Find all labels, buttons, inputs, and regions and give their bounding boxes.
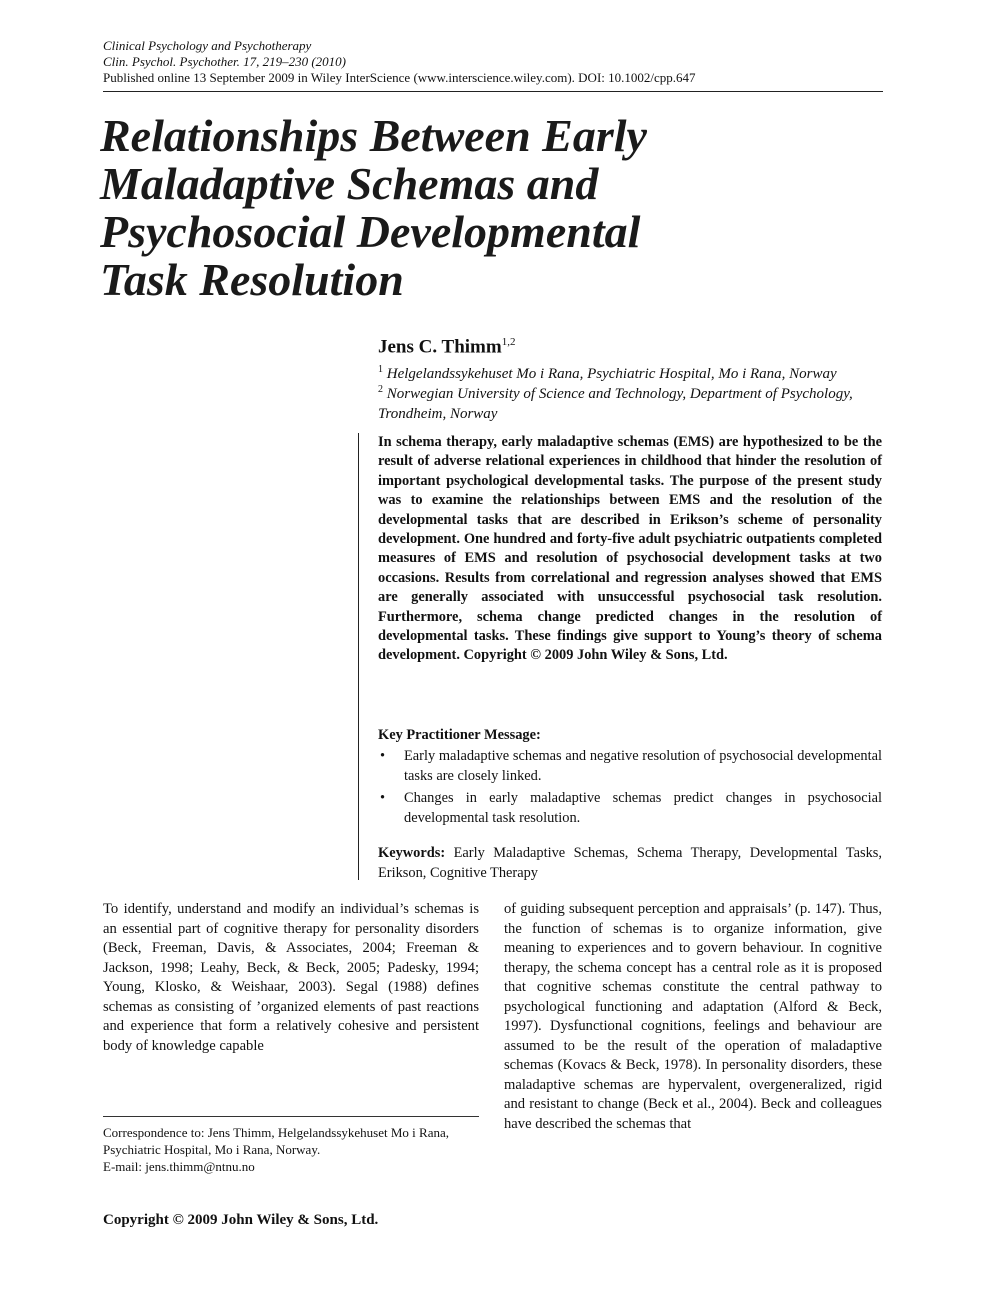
citation: Clin. Psychol. Psychother. 17, 219–230 (2010) [103, 54, 346, 69]
journal-header [103, 38, 883, 86]
correspondence-footnote [103, 1124, 479, 1175]
title-line-2: Maladaptive Schemas and [100, 158, 599, 209]
keywords-label: Keywords: [378, 845, 446, 861]
correspondence: Correspondence to: Jens Thimm, Helgelandssykehuset Mo i Rana, Psychiatric Hospital, Mo i Rana, Norway. [103, 1125, 450, 1157]
article-title [100, 112, 800, 304]
footnote-rule [103, 1116, 479, 1117]
publication-info: Published online 13 September 2009 in Wiley InterScience (www.interscience.wiley.com). DOI: 10.1002/cpp.647 [103, 70, 696, 85]
key-message-item: • Changes in early maladaptive schemas predict changes in psychosocial developmental task resolution. [378, 788, 882, 828]
copyright-footer: Copyright © 2009 John Wiley & Sons, Ltd. [103, 1212, 379, 1228]
key-message-item: • Early maladaptive schemas and negative resolution of psychosocial developmental tasks are closely linked. [378, 746, 882, 786]
title-line-1: Relationships Between Early [100, 110, 647, 161]
header-rule [103, 91, 883, 92]
abstract: In schema therapy, early maladaptive schemas (EMS) are hypothesized to be the result of adverse relational experiences in childhood that hinder the resolution of important psychological developmental tasks. The purpose of the present study was to examine the relationships between EMS and the resolution of the developmental tasks that are described in Erikson’s scheme of personality development. One hundred and forty-five adult psychiatric outpatients completed measures of EMS and resolution of psychosocial development tasks at two occasions. Results from correlational and regression analyses showed that EMS are generally associated with unsuccessful psychosocial task resolution. Furthermore, schema change predicted changes in the resolution of developmental tasks. These findings give support to Young’s theory of schema development. Copyright © 2009 John Wiley & Sons, Ltd. [378, 434, 882, 664]
title-line-4: Task Resolution [100, 254, 404, 305]
keywords-text: Early Maladaptive Schemas, Schema Therapy, Developmental Tasks, Erikson, Cognitive Therapy [378, 845, 882, 881]
key-message-title: Key Practitioner Message: [378, 727, 541, 743]
body-column-right: of guiding subsequent perception and appraisals’ (p. 147). Thus, the function of schemas is to organize information, give meaning to experiences and to govern behaviour. In cognitive therapy, the schema concept has a central role as it is proposed that cognitive schemas constitute the central pathway to psychological functioning and adaptation (Alford & Beck, 1997). Dysfunctional cognitions, feelings and behaviour are assumed to be the result of the operation of maladaptive schemas (Kovacs & Beck, 1978). In personality disorders, these maladaptive schemas are hypervalent, overgeneralized, rigid and resistant to change (Beck et al., 2004). Beck and colleagues have described the schemas that [504, 901, 882, 1132]
key-message-list [378, 746, 882, 830]
author-affil-refs: 1,2 [501, 336, 516, 348]
affiliation-1: $^1$ Helgelandssykehuset Mo i Rana, Psychiatric Hospital, Mo i Rana, Norway [378, 364, 837, 382]
keywords [378, 843, 882, 883]
body-column-left: To identify, understand and modify an individual’s schemas is an essential part of cognitive therapy for personality disorders (Beck, Freeman, Davis, & Associates, 2004; Freeman & Jackson, 1998; Leahy, Beck, & Beck, 2005; Padesky, 1994; Young, Klosko, & Weishaar, 2003). Segal (1988) defines schemas as consisting of ’organized elements of past reactions and experience that form a relatively cohesive and persistent body of knowledge capable [103, 901, 479, 1054]
journal-name: Clinical Psychology and Psychotherapy [103, 38, 312, 53]
author-name: Jens C. Thimm$^{1,2}$ [378, 336, 516, 358]
email: E-mail: jens.thimm@ntnu.no [103, 1159, 255, 1174]
affiliation-2: $^2$ Norwegian University of Science and Technology, Department of Psychology, Trondheim, Norway [378, 384, 853, 422]
title-line-3: Psychosocial Developmental [100, 206, 641, 257]
